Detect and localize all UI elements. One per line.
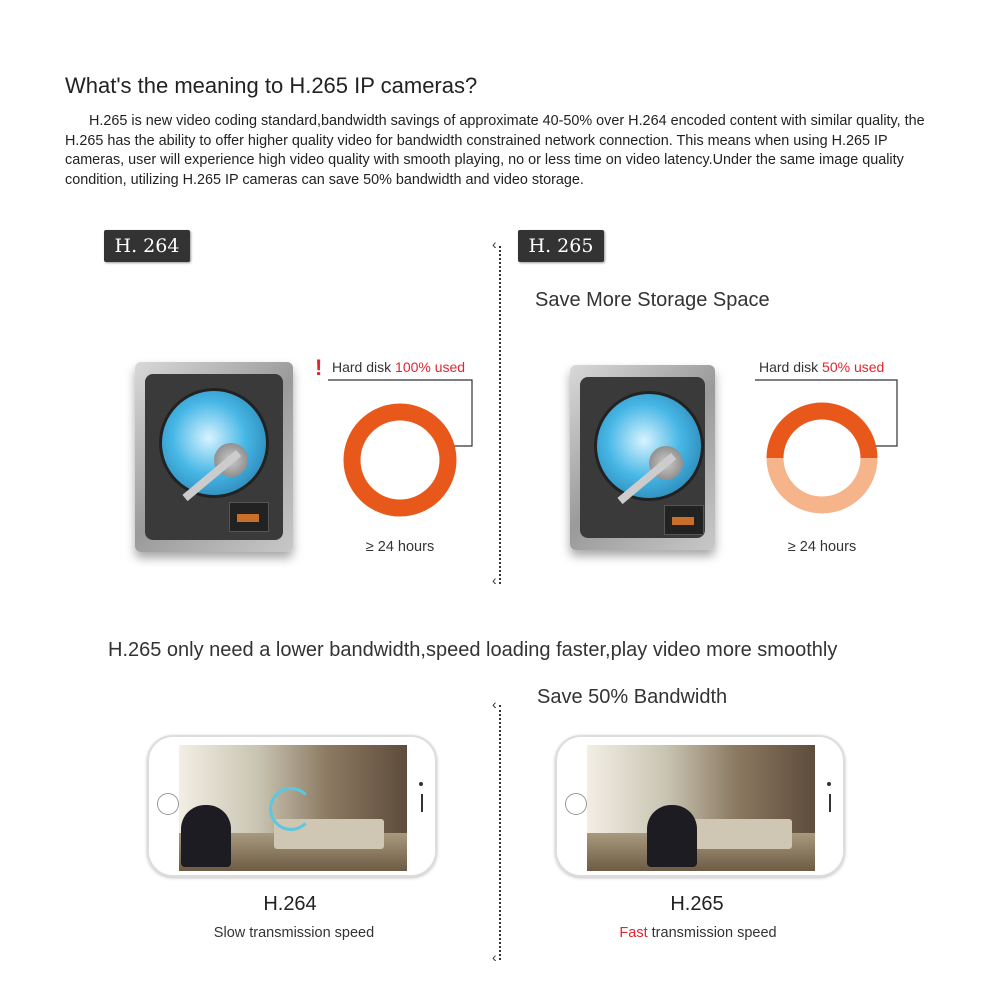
h264-label: H.264 xyxy=(263,893,317,915)
intro-paragraph xyxy=(65,112,945,190)
donut-free-segment xyxy=(767,458,878,514)
arrow-left-icon: ‹ xyxy=(492,236,497,252)
h265-speed xyxy=(568,925,828,941)
divider-line xyxy=(499,246,501,584)
left-disk-label xyxy=(332,359,465,375)
h265-label: H.265 xyxy=(670,893,724,915)
home-button-icon xyxy=(565,793,587,815)
camera-view-image xyxy=(179,745,407,871)
home-button-icon xyxy=(157,793,179,815)
speed-text: transmission speed xyxy=(647,925,777,941)
speed-highlight: Fast xyxy=(619,925,648,941)
right-disk-label xyxy=(759,359,884,375)
donut-used-segment xyxy=(767,403,878,459)
intro-text: H.265 is new video coding standard,bandwidth savings of approximate 40-50% over H.264 encoded content with similar quality, the H.265 has the ability to offer higher quality video for bandwidth constrained network connection. This means when using H.265 IP cameras, user will experience high video quality with smooth playing, no or less time on video latency.Under the same image quality condition, utilizing H.265 IP cameras can save 50% bandwidth and video storage. xyxy=(65,113,925,188)
left-hours: ≥ 24 hours xyxy=(365,539,435,555)
arrow-left-icon: ‹ xyxy=(492,696,497,712)
storage-heading: Save More Storage Space xyxy=(535,289,770,311)
loading-spinner-icon xyxy=(269,787,313,831)
right-usage-donut xyxy=(745,375,915,535)
disk-usage-value: 100% used xyxy=(395,359,466,375)
hard-drive-icon xyxy=(570,365,715,550)
disk-label-text: Hard disk xyxy=(332,359,396,375)
disk-usage-value: 50% used xyxy=(822,359,885,375)
right-hours: ≥ 24 hours xyxy=(787,539,857,555)
h264-badge: H. 264 xyxy=(104,230,190,262)
warning-icon: ! xyxy=(315,355,323,380)
h264-speed: Slow transmission speed xyxy=(213,925,375,941)
divider-line xyxy=(499,705,501,960)
phone-h265 xyxy=(555,735,845,877)
phone-h264 xyxy=(147,735,437,877)
hard-drive-icon xyxy=(135,362,293,552)
camera-view-image xyxy=(587,745,815,871)
donut-used-segment xyxy=(352,412,448,508)
page-title: What's the meaning to H.265 IP cameras? xyxy=(65,73,478,98)
arrow-left-icon: ‹ xyxy=(492,949,497,965)
h265-badge: H. 265 xyxy=(518,230,604,262)
bandwidth-heading: Save 50% Bandwidth xyxy=(537,686,728,708)
arrow-left-icon: ‹ xyxy=(492,572,497,588)
disk-label-text: Hard disk xyxy=(759,359,823,375)
left-usage-donut xyxy=(320,375,490,535)
bandwidth-headline: H.265 only need a lower bandwidth,speed loading faster,play video more smoothly xyxy=(108,639,838,661)
